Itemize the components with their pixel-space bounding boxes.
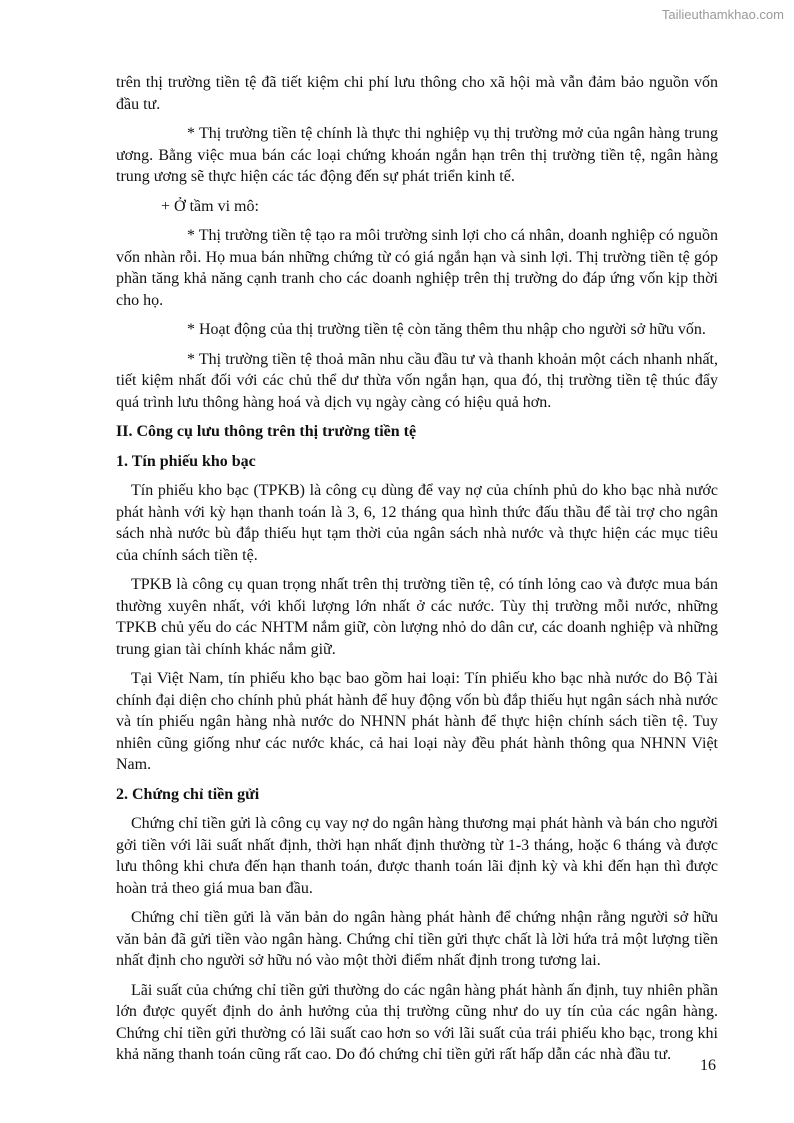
paragraph: Chứng chỉ tiền gửi là văn bản do ngân hàng phát hành để chứng nhận rằng người sở hữu văn bản đã gửi tiền vào ngân hàng. Chứng chỉ tiền gửi thực chất là lời hứa trả một lượng tiền nhất định cho người sở hữu nó vào một thời điểm nhất định trong tương lai.: [116, 909, 718, 969]
paragraph: * Thị trường tiền tệ thoả mãn nhu cầu đầu tư và thanh khoản một cách nhanh nhất, tiết kiệm nhất đối với các chủ thể dư thừa vốn ngắn hạn, qua đó, thị trường tiền tệ thúc đẩy quá trình lưu thông hàng hoá và dịch vụ ngày càng có hiệu quả hơn.: [116, 350, 718, 411]
paragraph: + Ở tầm vi mô:: [161, 197, 259, 215]
paragraph: * Thị trường tiền tệ chính là thực thi nghiệp vụ thị trường mở của ngân hàng trung ương. Bằng việc mua bán các loại chứng khoán ngắn hạn trên thị trường tiền tệ, ngân hàng trung ương sẽ thực hiện các tác động đến sự phát triển kinh tế.: [116, 125, 718, 185]
subsection-heading: 1. Tín phiếu kho bạc: [116, 452, 256, 470]
paragraph: * Thị trường tiền tệ tạo ra môi trường sinh lợi cho cá nhân, doanh nghiệp có nguồn vốn nhàn rỗi. Họ mua bán những chứng từ có giá ngắn hạn và sinh lợi. Thị trường tiền tệ góp phần tăng khả năng cạnh tranh cho các doanh nghiệp trên thị trường do đáp ứng vốn kịp thời cho họ.: [116, 227, 718, 309]
page-body: [116, 72, 718, 1074]
section-heading: II. Công cụ lưu thông trên thị trường tiền tệ: [116, 423, 417, 440]
paragraph: Tín phiếu kho bạc (TPKB) là công cụ dùng để vay nợ của chính phủ do kho bạc nhà nước phát hành với kỳ hạn thanh toán là 3, 6, 12 tháng qua hình thức đấu thầu để tài trợ cho ngân sách nhà nước bù đắp thiếu hụt tạm thời của ngân sách nhà nước và thực hiện các mục tiêu của chính sách tiền tệ.: [116, 482, 718, 564]
subsection-heading: 2. Chứng chỉ tiền gửi: [116, 785, 260, 803]
paragraph: TPKB là công cụ quan trọng nhất trên thị trường tiền tệ, có tính lỏng cao và được mua bán thường xuyên nhất, với khối lượng lớn nhất ở các nước. Tùy thị trường mỗi nước, những TPKB chủ yếu do các NHTM nắm giữ, còn lượng nhỏ do dân cư, các doanh nghiệp và những trung gian tài chính khác nắm giữ.: [116, 576, 718, 658]
paragraph: Tại Việt Nam, tín phiếu kho bạc bao gồm hai loại: Tín phiếu kho bạc nhà nước do Bộ Tài chính đại diện cho chính phủ phát hành để huy động vốn bù đắp thiếu hụt ngân sách nhà nước và tín phiếu ngân hàng nhà nước do NHNN phát hành để thực hiện chính sách tiền tệ. Tuy nhiên cũng giống như các nước khác, cả hai loại này đều phát hành thông qua NHNN Việt Nam.: [116, 670, 718, 773]
watermark: Tailieuthamkhao.com: [661, 7, 784, 22]
paragraph: * Hoạt động của thị trường tiền tệ còn tăng thêm thu nhập cho người sở hữu vốn.: [187, 321, 706, 338]
page-number: 16: [700, 1057, 716, 1074]
paragraph: trên thị trường tiền tệ đã tiết kiệm chi phí lưu thông cho xã hội mà vẫn đảm bảo nguồn vốn đầu tư.: [116, 74, 718, 113]
paragraph: Lãi suất của chứng chỉ tiền gửi thường do các ngân hàng phát hành ấn định, tuy nhiên phần lớn được quyết định do ảnh hưởng của thị trường cũng như do uy tín của các ngân hàng. Chứng chỉ tiền gửi thường có lãi suất cao hơn so với lãi suất của trái phiếu kho bạc, trong khi khả năng thanh toán cũng rất cao. Do đó chứng chỉ tiền gửi rất hấp dẫn các nhà đầu tư.: [116, 981, 718, 1063]
paragraph: Chứng chỉ tiền gửi là công cụ vay nợ do ngân hàng thương mại phát hành và bán cho người gởi tiền với lãi suất nhất định, thời hạn nhất định thường từ 1-3 tháng, hoặc 6 tháng và được lưu thông khi chưa đến hạn thanh toán, được thanh toán lãi định kỳ và khi đến hạn thì được hoàn trả theo giá mua ban đầu.: [116, 815, 718, 897]
